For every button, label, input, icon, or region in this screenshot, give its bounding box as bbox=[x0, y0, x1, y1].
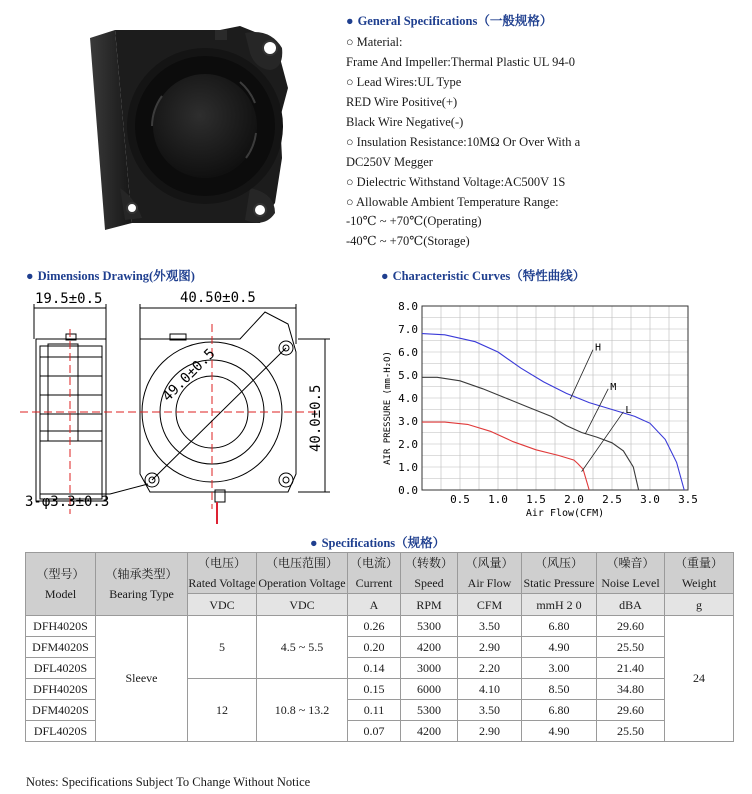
unit-cell: CFM bbox=[458, 594, 522, 616]
noise-cell: 29.60 bbox=[597, 616, 665, 637]
bearing-cell: Sleeve bbox=[96, 616, 188, 742]
dimensions-drawing bbox=[20, 284, 340, 524]
model-cell: DFH4020S bbox=[26, 616, 96, 637]
specs-table bbox=[25, 552, 734, 742]
voltage-cell: 5 bbox=[188, 616, 257, 679]
x-tick-label: 0.5 bbox=[450, 493, 470, 506]
specs-title: ● Specifications（规格） bbox=[310, 536, 446, 550]
spec-line: Black Wire Negative(-) bbox=[346, 115, 464, 129]
unit-cell: VDC bbox=[188, 594, 257, 616]
current-cell: 0.07 bbox=[348, 721, 401, 742]
y-tick-label: 4.0 bbox=[398, 392, 418, 405]
model-cell: DFH4020S bbox=[26, 679, 96, 700]
curves-title: ● Characteristic Curves（特性曲线） bbox=[381, 269, 586, 283]
model-cell: DFM4020S bbox=[26, 700, 96, 721]
noise-cell: 21.40 bbox=[597, 658, 665, 679]
current-cell: 0.11 bbox=[348, 700, 401, 721]
y-tick-label: 3.0 bbox=[398, 415, 418, 428]
noise-cell: 25.50 bbox=[597, 637, 665, 658]
current-cell: 0.14 bbox=[348, 658, 401, 679]
voltage-cell: 12 bbox=[188, 679, 257, 742]
header-operation-voltage: （电压范围） Operation Voltage bbox=[257, 553, 348, 594]
noise-cell: 25.50 bbox=[597, 721, 665, 742]
series-leader-m bbox=[585, 389, 608, 434]
x-tick-label: 3.0 bbox=[640, 493, 660, 506]
current-cell: 0.20 bbox=[348, 637, 401, 658]
flow-cell: 3.50 bbox=[458, 700, 522, 721]
flow-cell: 2.90 bbox=[458, 637, 522, 658]
front-view bbox=[140, 312, 296, 502]
unit-cell: mmH 2 0 bbox=[522, 594, 597, 616]
y-tick-label: 5.0 bbox=[398, 369, 418, 382]
noise-cell: 29.60 bbox=[597, 700, 665, 721]
x-tick-label: 2.5 bbox=[602, 493, 622, 506]
header-bearing: （轴承类型） Bearing Type bbox=[96, 553, 188, 616]
side-view bbox=[36, 334, 106, 501]
chart-x-label: Air Flow(CFM) bbox=[525, 508, 605, 519]
chart-y-label: AIR PRESSURE (mm-H₂O) bbox=[383, 351, 393, 465]
chart-grid bbox=[422, 306, 688, 490]
header-current: （电流） Current bbox=[348, 553, 401, 594]
current-cell: 0.26 bbox=[348, 616, 401, 637]
characteristic-chart bbox=[378, 292, 708, 528]
speed-cell: 3000 bbox=[401, 658, 458, 679]
height-dimension-label: 40.0±0.5 bbox=[308, 384, 324, 452]
spec-line: Frame And Impeller:Thermal Plastic UL 94-0 bbox=[346, 55, 575, 69]
spec-line: ○ Material: bbox=[346, 35, 403, 49]
bullet-icon: ● bbox=[381, 269, 389, 283]
unit-cell: A bbox=[348, 594, 401, 616]
spec-line: ○ Insulation Resistance:10MΩ Or Over With a bbox=[346, 135, 581, 149]
series-line-m bbox=[422, 377, 639, 490]
speed-cell: 6000 bbox=[401, 679, 458, 700]
series-leader-h bbox=[570, 350, 593, 399]
bullet-icon: ● bbox=[26, 269, 34, 283]
y-tick-label: 0.0 bbox=[398, 484, 418, 497]
weight-cell: 24 bbox=[665, 616, 734, 742]
spec-line: -40℃ ~ +70℃(Storage) bbox=[346, 234, 470, 248]
flow-cell: 3.50 bbox=[458, 616, 522, 637]
spec-line: ○ Allowable Ambient Temperature Range: bbox=[346, 195, 559, 209]
header-model: （型号） Model bbox=[26, 553, 96, 616]
pressure-cell: 8.50 bbox=[522, 679, 597, 700]
dimensions-title: ● Dimensions Drawing(外观图) bbox=[26, 269, 195, 283]
speed-cell: 5300 bbox=[401, 616, 458, 637]
series-label-l: L bbox=[625, 404, 632, 416]
x-tick-label: 3.5 bbox=[678, 493, 698, 506]
notes-text: Notes: Specifications Subject To Change Without Notice bbox=[26, 775, 311, 789]
pressure-cell: 6.80 bbox=[522, 700, 597, 721]
flow-cell: 4.10 bbox=[458, 679, 522, 700]
spec-line: RED Wire Positive(+) bbox=[346, 95, 458, 109]
unit-cell: VDC bbox=[257, 594, 348, 616]
speed-cell: 5300 bbox=[401, 700, 458, 721]
model-cell: DFL4020S bbox=[26, 658, 96, 679]
model-cell: DFL4020S bbox=[26, 721, 96, 742]
x-tick-label: 1.5 bbox=[526, 493, 546, 506]
header-weight: （重量） Weight bbox=[665, 553, 734, 594]
diagonal-dimension-label: 49.0±0.5 bbox=[159, 345, 219, 405]
header-speed: （转数） Speed bbox=[401, 553, 458, 594]
header-air-flow: （风量） Air Flow bbox=[458, 553, 522, 594]
x-tick-label: 1.0 bbox=[488, 493, 508, 506]
bullet-icon: ● bbox=[346, 14, 354, 28]
hole-dimension-label: 3-φ3.3±0.3 bbox=[25, 494, 110, 510]
spec-line: ○ Lead Wires:UL Type bbox=[346, 75, 462, 89]
chart-series bbox=[422, 334, 684, 490]
pressure-cell: 6.80 bbox=[522, 616, 597, 637]
y-tick-label: 2.0 bbox=[398, 438, 418, 451]
range-cell: 4.5 ~ 5.5 bbox=[257, 616, 348, 679]
unit-cell: dBA bbox=[597, 594, 665, 616]
spec-line: DC250V Megger bbox=[346, 155, 433, 169]
width-dimension-label: 19.5±0.5 bbox=[35, 291, 103, 307]
pressure-cell: 4.90 bbox=[522, 721, 597, 742]
series-line-h bbox=[422, 334, 684, 490]
range-cell: 10.8 ~ 13.2 bbox=[257, 679, 348, 742]
flow-cell: 2.90 bbox=[458, 721, 522, 742]
unit-cell: RPM bbox=[401, 594, 458, 616]
unit-cell: g bbox=[665, 594, 734, 616]
series-label-h: H bbox=[595, 342, 602, 354]
speed-cell: 4200 bbox=[401, 637, 458, 658]
pressure-cell: 3.00 bbox=[522, 658, 597, 679]
y-tick-label: 6.0 bbox=[398, 346, 418, 359]
chart-ticks bbox=[398, 300, 698, 506]
header-static-pressure: （风压） Static Pressure bbox=[522, 553, 597, 594]
flow-cell: 2.20 bbox=[458, 658, 522, 679]
pressure-cell: 4.90 bbox=[522, 637, 597, 658]
series-label-m: M bbox=[610, 381, 617, 393]
fan-photo bbox=[70, 8, 310, 248]
y-tick-label: 8.0 bbox=[398, 300, 418, 313]
spec-line: ○ Dielectric Withstand Voltage:AC500V 1S bbox=[346, 175, 566, 189]
y-tick-label: 1.0 bbox=[398, 461, 418, 474]
current-cell: 0.15 bbox=[348, 679, 401, 700]
spec-line: -10℃ ~ +70℃(Operating) bbox=[346, 214, 482, 228]
general-spec-title: ● General Specifications（一般规格） bbox=[346, 14, 553, 28]
y-tick-label: 7.0 bbox=[398, 323, 418, 336]
noise-cell: 34.80 bbox=[597, 679, 665, 700]
length-dimension-label: 40.50±0.5 bbox=[180, 290, 256, 306]
x-tick-label: 2.0 bbox=[564, 493, 584, 506]
bullet-icon: ● bbox=[310, 536, 318, 550]
header-noise: （噪音） Noise Level bbox=[597, 553, 665, 594]
header-rated-voltage: （电压） Rated Voltage bbox=[188, 553, 257, 594]
table-row bbox=[26, 616, 734, 637]
speed-cell: 4200 bbox=[401, 721, 458, 742]
model-cell: DFM4020S bbox=[26, 637, 96, 658]
